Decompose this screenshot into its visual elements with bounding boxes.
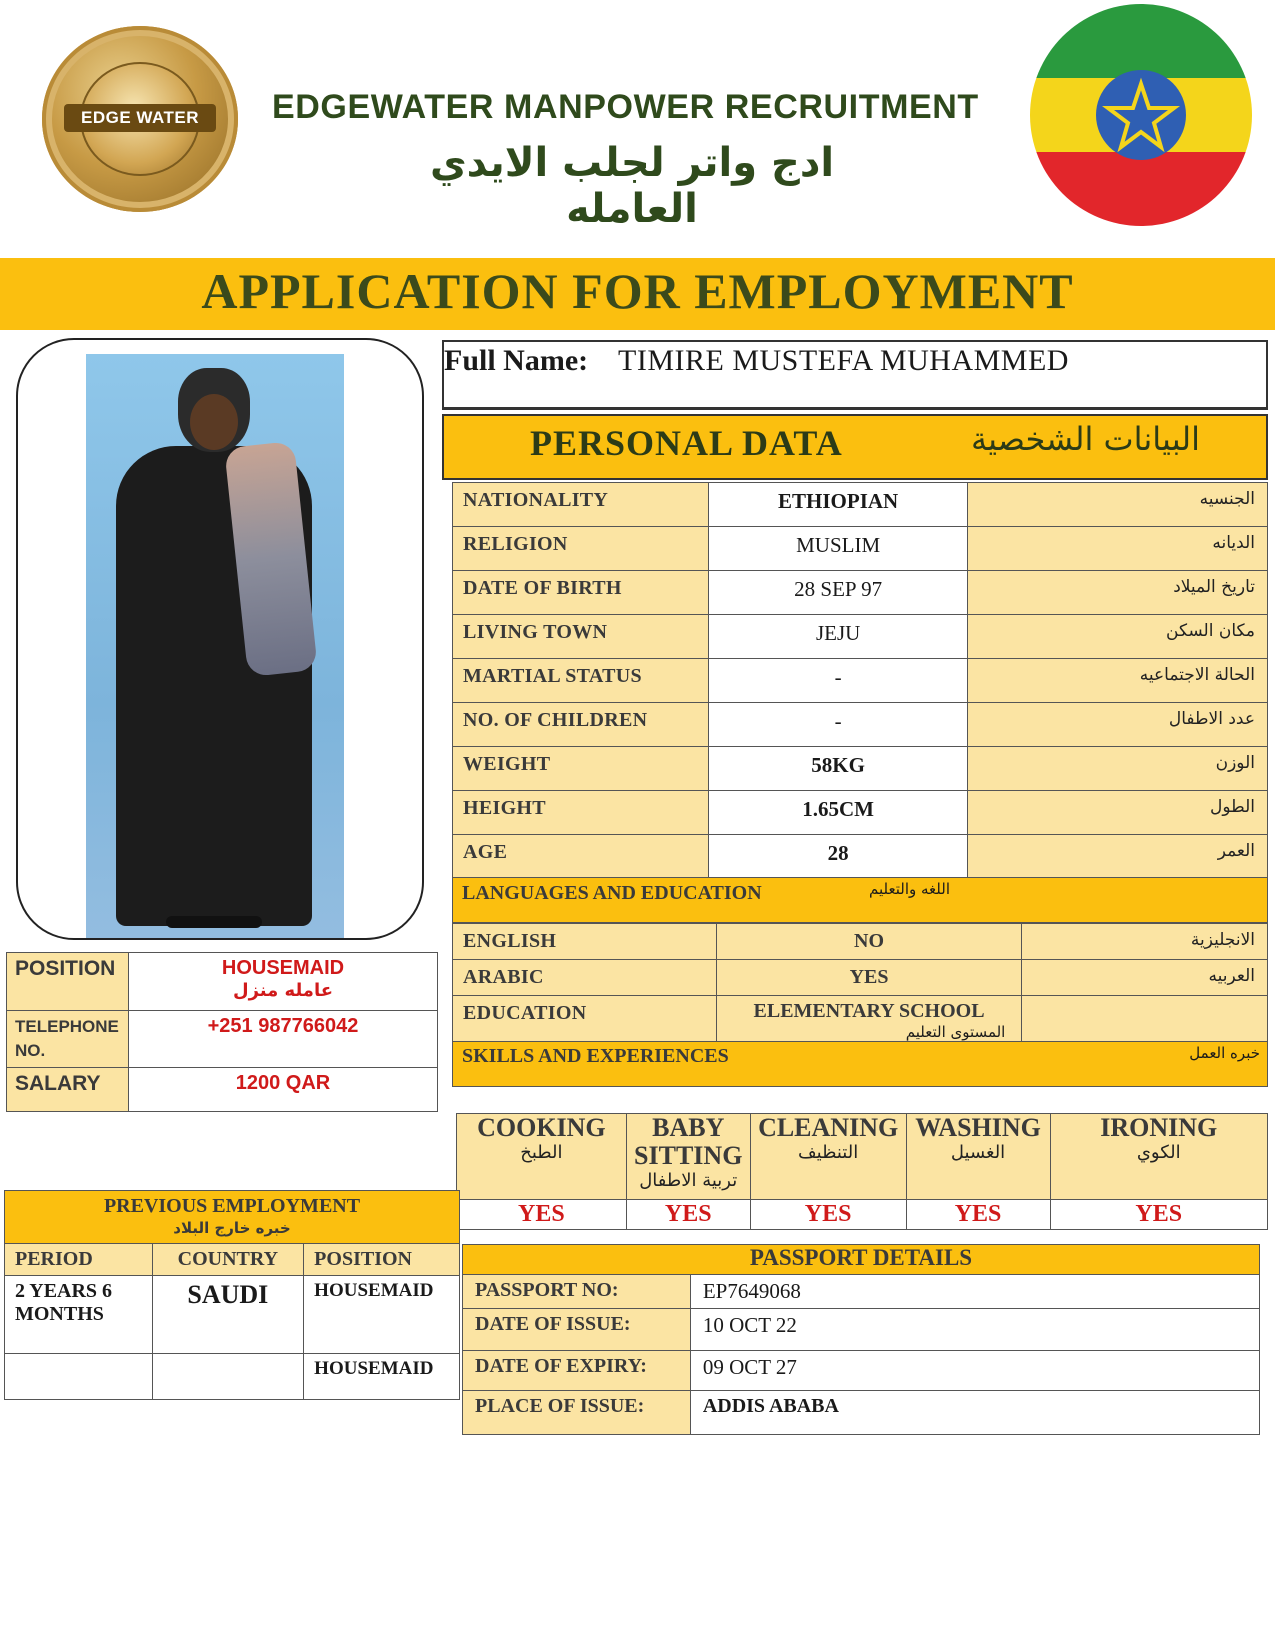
- table-row: [453, 996, 1268, 1046]
- skill-cooking: [457, 1114, 627, 1200]
- table-row: [457, 1114, 1268, 1200]
- personal-data-title: PERSONAL DATA: [530, 423, 843, 463]
- table-row: [463, 1391, 1260, 1435]
- skill-label: CLEANING: [758, 1113, 899, 1142]
- personal-data-table: [452, 482, 1268, 879]
- row-label-ar: الوزن: [968, 747, 1268, 791]
- previous-employment-title-ar: خبره خارج البلاد: [173, 1219, 291, 1237]
- languages-table: [452, 923, 1268, 1046]
- table-row: [463, 1275, 1260, 1309]
- table-row: [453, 747, 1268, 791]
- row-label-ar: العربيه: [1022, 960, 1268, 996]
- table-row: [463, 1309, 1260, 1351]
- row-value: 28 SEP 97: [708, 571, 968, 615]
- period-cell: 2 YEARS 6 MONTHS: [5, 1276, 153, 1354]
- skills-title-ar: خبره العمل: [1189, 1044, 1260, 1062]
- table-row: [5, 1191, 460, 1244]
- country-cell: [152, 1354, 304, 1400]
- row-value: NO: [716, 924, 1022, 960]
- skill-label-ar: تربية الاطفال: [639, 1170, 738, 1191]
- position-cell: [128, 953, 437, 1011]
- row-label-ar: الجنسيه: [968, 483, 1268, 527]
- telephone-label: TELEPHONE NO.: [7, 1011, 129, 1068]
- row-label: ENGLISH: [453, 924, 717, 960]
- table-row: [453, 835, 1268, 879]
- passport-row-value: 09 OCT 27: [690, 1351, 1259, 1391]
- telephone-value: +251 987766042: [128, 1011, 437, 1068]
- skill-label: COOKING: [477, 1113, 606, 1142]
- row-label-ar: تاريخ الميلاد: [968, 571, 1268, 615]
- position-table: [6, 952, 438, 1112]
- table-row: [5, 1276, 460, 1354]
- row-label-ar: الديانه: [968, 527, 1268, 571]
- previous-employment-table: [4, 1190, 460, 1400]
- table-row: [5, 1244, 460, 1276]
- skill-label: IRONING: [1100, 1113, 1218, 1142]
- column-header: COUNTRY: [152, 1244, 304, 1276]
- table-row: [457, 1200, 1268, 1230]
- table-row: [463, 1245, 1260, 1275]
- salary-label: SALARY: [7, 1068, 129, 1112]
- column-header: PERIOD: [5, 1244, 153, 1276]
- position-cell: HOUSEMAID: [304, 1354, 460, 1400]
- salary-value: 1200 QAR: [128, 1068, 437, 1112]
- skill-cleaning: [750, 1114, 906, 1200]
- row-label-ar: مكان السكن: [968, 615, 1268, 659]
- languages-title: LANGUAGES AND EDUCATION: [462, 882, 762, 904]
- page-title: APPLICATION FOR EMPLOYMENT: [201, 263, 1074, 319]
- row-value: JEJU: [708, 615, 968, 659]
- row-label-ar: الحالة الاجتماعيه: [968, 659, 1268, 703]
- full-name-value: TIMIRE MUSTEFA MUHAMMED: [618, 344, 1069, 377]
- skill-baby-sitting: [626, 1114, 750, 1200]
- skills-table: [456, 1113, 1268, 1230]
- passport-row-value: EP7649068: [690, 1275, 1259, 1309]
- row-label-ar: الانجليزية: [1022, 924, 1268, 960]
- row-value: 1.65CM: [708, 791, 968, 835]
- row-label: MARTIAL STATUS: [453, 659, 709, 703]
- passport-row-value: ADDIS ABABA: [690, 1391, 1259, 1435]
- country-cell: SAUDI: [152, 1276, 304, 1354]
- ethiopia-flag-icon: [1030, 4, 1252, 226]
- table-row: [453, 571, 1268, 615]
- full-name-label: Full Name:: [444, 344, 589, 377]
- period-cell: [5, 1354, 153, 1400]
- row-value: ETHIOPIAN: [708, 483, 968, 527]
- company-name-en: EDGEWATER MANPOWER RECRUITMENT: [272, 88, 979, 126]
- row-label: LIVING TOWN: [453, 615, 709, 659]
- languages-title-ar: اللغه والتعليم: [869, 880, 950, 898]
- row-label: DATE OF BIRTH: [453, 571, 709, 615]
- skill-value: YES: [457, 1200, 627, 1230]
- skill-label-ar: الغسيل: [950, 1142, 1006, 1163]
- table-row: [453, 615, 1268, 659]
- row-label: AGE: [453, 835, 709, 879]
- applicant-photo: [86, 354, 344, 938]
- row-label: NO. OF CHILDREN: [453, 703, 709, 747]
- personal-data-title-ar: البيانات الشخصية: [970, 420, 1200, 458]
- row-label: HEIGHT: [453, 791, 709, 835]
- skill-value: YES: [906, 1200, 1050, 1230]
- row-value: YES: [716, 960, 1022, 996]
- table-row: [453, 483, 1268, 527]
- skill-washing: [906, 1114, 1050, 1200]
- passport-table: [462, 1244, 1260, 1435]
- skill-ironing: [1050, 1114, 1268, 1200]
- passport-row-label: PASSPORT NO:: [463, 1275, 691, 1309]
- skill-label-ar: الكوي: [1136, 1142, 1181, 1163]
- previous-employment-header: [5, 1191, 460, 1244]
- row-label: WEIGHT: [453, 747, 709, 791]
- table-row: [453, 659, 1268, 703]
- education-value: ELEMENTARY SCHOOL: [753, 1000, 985, 1022]
- previous-employment-title: PREVIOUS EMPLOYMENT: [103, 1195, 361, 1217]
- row-value: -: [708, 703, 968, 747]
- position-value: HOUSEMAID: [221, 957, 345, 979]
- skill-label-ar: التنظيف: [798, 1142, 859, 1163]
- skill-value: YES: [1050, 1200, 1268, 1230]
- row-value: MUSLIM: [708, 527, 968, 571]
- position-label: POSITION: [7, 953, 129, 1011]
- table-row: [7, 1068, 438, 1112]
- skills-title: SKILLS AND EXPERIENCES: [462, 1045, 729, 1067]
- education-cell: [716, 996, 1022, 1046]
- table-row: [453, 960, 1268, 996]
- table-row: [463, 1351, 1260, 1391]
- company-name-ar: ادج واتر لجلب الايدي العامله: [429, 140, 835, 232]
- passport-row-label: PLACE OF ISSUE:: [463, 1391, 691, 1435]
- row-value: -: [708, 659, 968, 703]
- skill-label: BABY SITTING: [634, 1113, 743, 1170]
- row-label: RELIGION: [453, 527, 709, 571]
- passport-row-value: 10 OCT 22: [690, 1309, 1259, 1351]
- row-value: 28: [708, 835, 968, 879]
- table-row: [453, 527, 1268, 571]
- row-label-ar: عدد الاطفال: [968, 703, 1268, 747]
- company-logo: [42, 26, 238, 212]
- skill-label: WASHING: [915, 1113, 1041, 1142]
- table-row: [5, 1354, 460, 1400]
- passport-row-label: DATE OF ISSUE:: [463, 1309, 691, 1351]
- skill-label-ar: الطبخ: [520, 1142, 563, 1163]
- table-row: [7, 1011, 438, 1068]
- education-label-ar: المستوى التعليم: [905, 1023, 1006, 1041]
- star-emblem-icon: [1096, 70, 1186, 160]
- empty-cell: [1022, 996, 1268, 1046]
- logo-text: EDGE WATER: [64, 104, 216, 132]
- row-label: ARABIC: [453, 960, 717, 996]
- passport-row-label: DATE OF EXPIRY:: [463, 1351, 691, 1391]
- row-label: EDUCATION: [453, 996, 717, 1046]
- table-row: [453, 924, 1268, 960]
- row-value: 58KG: [708, 747, 968, 791]
- table-row: [7, 953, 438, 1011]
- skill-value: YES: [626, 1200, 750, 1230]
- passport-title: PASSPORT DETAILS: [463, 1245, 1260, 1275]
- table-row: [453, 791, 1268, 835]
- column-header: POSITION: [304, 1244, 460, 1276]
- row-label: NATIONALITY: [453, 483, 709, 527]
- skill-value: YES: [750, 1200, 906, 1230]
- table-row: [453, 703, 1268, 747]
- row-label-ar: العمر: [968, 835, 1268, 879]
- row-label-ar: الطول: [968, 791, 1268, 835]
- position-value-ar: عامله منزل: [232, 980, 334, 1001]
- position-cell: HOUSEMAID: [304, 1276, 460, 1354]
